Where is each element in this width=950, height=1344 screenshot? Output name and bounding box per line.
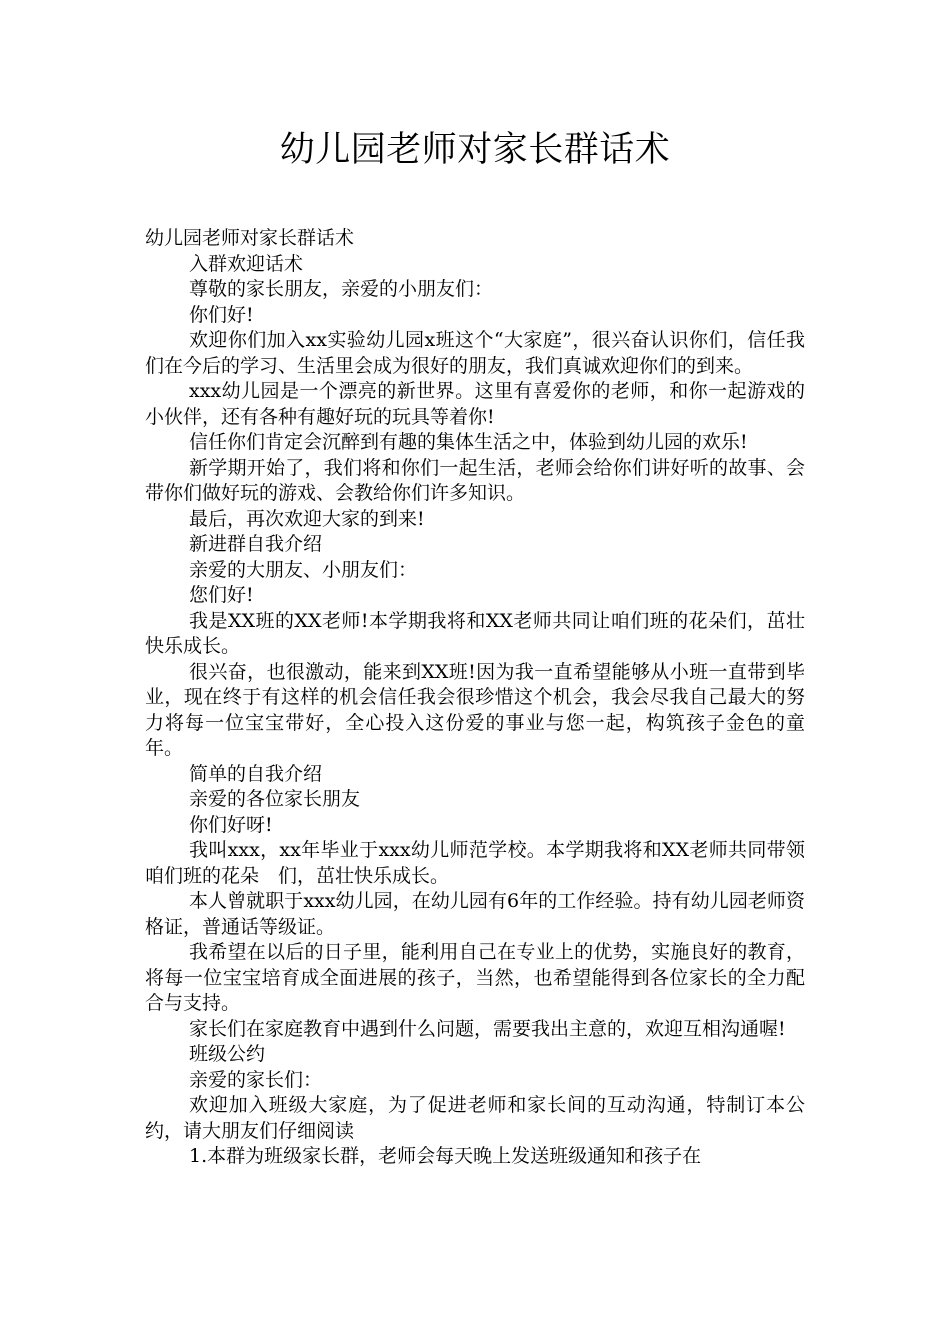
paragraph: 最后，再次欢迎大家的到来! bbox=[189, 507, 425, 530]
paragraph: 入群欢迎话术 bbox=[189, 252, 304, 275]
paragraph: 我希望在以后的日子里，能利用自己在专业上的优势，实施良好的教育，将每一位宝宝培育成全面进展的孩子，当然，也希望能得到各位家长的全力配合与支持。 bbox=[145, 941, 805, 1014]
document-title: 幼儿园老师对家长群话术 bbox=[279, 130, 671, 170]
paragraph: 您们好! bbox=[189, 584, 254, 606]
paragraph: 信任你们肯定会沉醉到有趣的集体生活之中，体验到幼儿园的欢乐! bbox=[189, 431, 748, 453]
paragraph: 我叫xxx，xx年毕业于xxx幼儿师范学校。本学期我将和XX老师共同带领咱们班的花朵 们，茁壮快乐成长。 bbox=[145, 839, 805, 887]
paragraph: 欢迎加入班级大家庭，为了促进老师和家长间的互动沟通，特制订本公约，请大朋友们仔细阅读 bbox=[145, 1094, 805, 1142]
paragraph: 亲爱的各位家长朋友 bbox=[189, 788, 361, 810]
paragraph: 幼儿园老师对家长群话术 bbox=[145, 227, 355, 249]
paragraph: 欢迎你们加入xx实验幼儿园x班这个“大家庭”，很兴奋认识你们，信任我们在今后的学习、生活里会成为很好的朋友，我们真诚欢迎你们的到来。 bbox=[145, 329, 805, 377]
paragraph: 1.本群为班级家长群，老师会每天晚上发送班级通知和孩子在 bbox=[189, 1145, 702, 1167]
paragraph: 家长们在家庭教育中遇到什么问题，需要我出主意的，欢迎互相沟通喔! bbox=[189, 1017, 786, 1040]
paragraph: 班级公约 bbox=[189, 1043, 266, 1065]
paragraph: 本人曾就职于xxx幼儿园，在幼儿园有6年的工作经验。持有幼儿园老师资格证，普通话等级证。 bbox=[145, 890, 805, 938]
paragraph: 新学期开始了，我们将和你们一起生活，老师会给你们讲好听的故事、会带你们做好玩的游戏、会教给你们许多知识。 bbox=[145, 456, 805, 504]
paragraph: 很兴奋，也很激动，能来到XX班!因为我一直希望能够从小班一直带到毕业，现在终于有这样的机会信任我会很珍惜这个机会，我会尽我自己最大的努力将每一位宝宝带好，全心投入这份爱的事业与您一起，构筑孩子金色的童年。 bbox=[145, 660, 805, 759]
paragraph: 你们好呀! bbox=[189, 813, 273, 836]
paragraph: 亲爱的大朋友、小朋友们： bbox=[189, 558, 418, 581]
paragraph: xxx幼儿园是一个漂亮的新世界。这里有喜爱你的老师，和你一起游戏的小伙伴，还有各种有趣好玩的玩具等着你! bbox=[145, 380, 805, 428]
paragraph: 我是XX班的XX老师!本学期我将和XX老师共同让咱们班的花朵们，茁壮快乐成长。 bbox=[145, 609, 805, 657]
paragraph: 新进群自我介绍 bbox=[189, 533, 323, 555]
paragraph: 你们好! bbox=[189, 303, 254, 326]
paragraph: 简单的自我介绍 bbox=[189, 762, 323, 785]
document-body bbox=[145, 226, 805, 1170]
paragraph: 尊敬的家长朋友，亲爱的小朋友们： bbox=[189, 278, 494, 300]
paragraph: 亲爱的家长们： bbox=[189, 1068, 323, 1091]
